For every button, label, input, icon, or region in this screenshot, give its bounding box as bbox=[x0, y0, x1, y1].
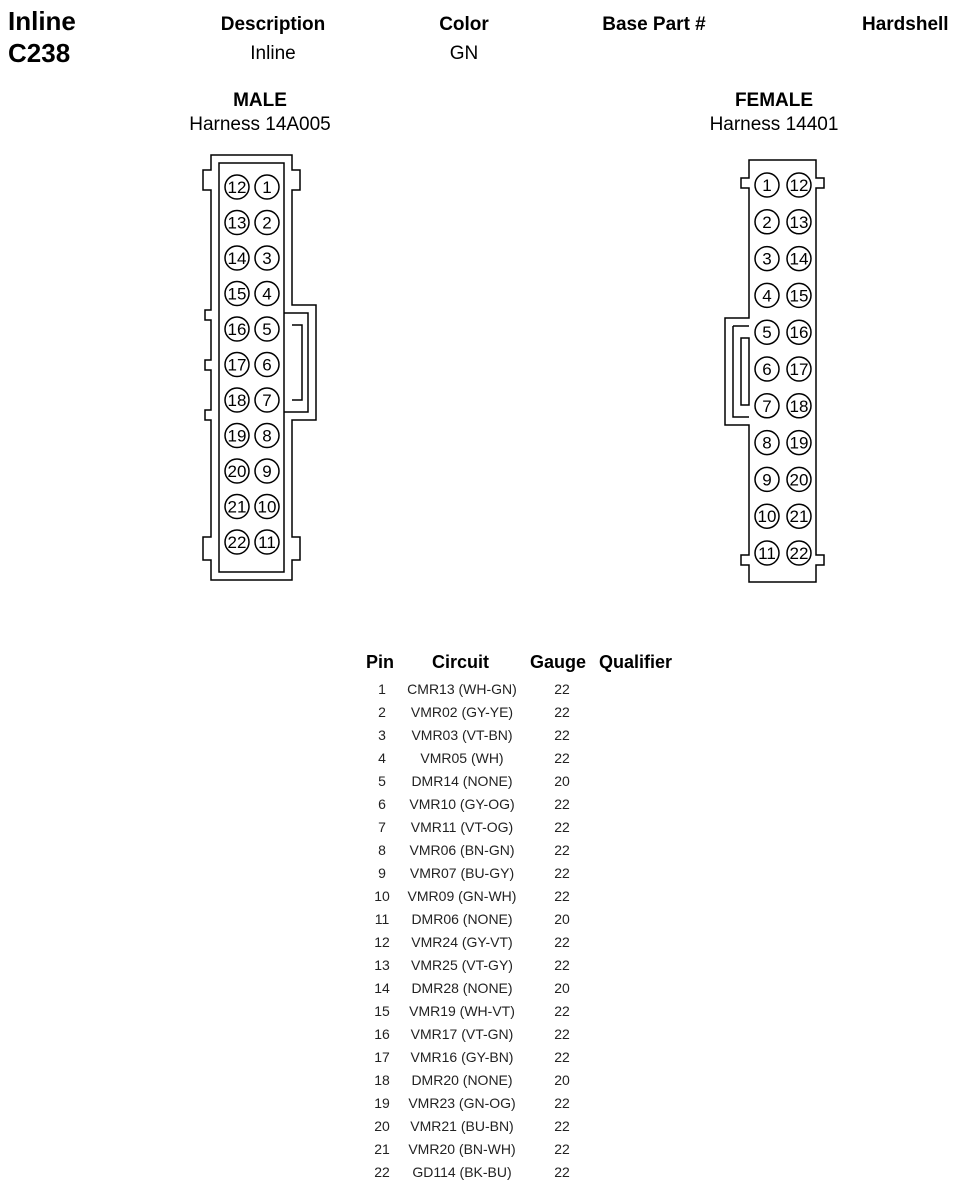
pin-cell: 1 bbox=[378, 681, 386, 697]
pin-cell: 12 bbox=[374, 934, 390, 950]
connector-id: C238 bbox=[8, 38, 71, 68]
gauge-cell: 22 bbox=[554, 1003, 570, 1019]
table-row bbox=[362, 934, 692, 957]
male-title: MALE bbox=[233, 90, 287, 111]
male-pin-label: 13 bbox=[227, 213, 247, 233]
female-pin-label: 17 bbox=[789, 360, 809, 379]
gauge-cell: 22 bbox=[554, 842, 570, 858]
male-harness: Harness 14A005 bbox=[189, 114, 331, 135]
circuit-cell: VMR24 (GY-VT) bbox=[411, 934, 513, 950]
female-pin-label: 6 bbox=[762, 360, 772, 379]
male-pin-label: 15 bbox=[227, 284, 247, 304]
circuit-header: Circuit bbox=[432, 652, 490, 672]
gauge-cell: 22 bbox=[554, 1095, 570, 1111]
gauge-cell: 22 bbox=[554, 1118, 570, 1134]
female-pin-label: 3 bbox=[762, 249, 772, 269]
table-row bbox=[362, 1026, 692, 1049]
female-pin-label: 12 bbox=[789, 176, 809, 195]
male-pin-label: 20 bbox=[227, 462, 247, 481]
female-pin-label: 21 bbox=[789, 507, 809, 527]
female-pin-label: 8 bbox=[762, 433, 772, 453]
connector-type: Inline bbox=[8, 6, 76, 36]
circuit-cell: GD114 (BK-BU) bbox=[412, 1164, 512, 1180]
pin-cell: 14 bbox=[374, 980, 390, 996]
table-row bbox=[362, 796, 692, 819]
pin-cell: 22 bbox=[374, 1164, 390, 1180]
circuit-cell: VMR11 (VT-OG) bbox=[410, 819, 514, 835]
gauge-cell: 22 bbox=[554, 934, 570, 950]
female-pin-label: 20 bbox=[789, 470, 809, 490]
male-pin-label: 12 bbox=[227, 178, 247, 197]
pin-cell: 3 bbox=[378, 727, 386, 743]
female-pin-label: 7 bbox=[762, 396, 772, 416]
hardshell-label: Hardshell bbox=[862, 14, 949, 35]
pin-cell: 4 bbox=[378, 750, 386, 766]
table-row bbox=[362, 1141, 692, 1164]
circuit-cell: DMR20 (NONE) bbox=[411, 1072, 513, 1088]
pin-cell: 8 bbox=[378, 842, 386, 858]
gauge-cell: 22 bbox=[554, 681, 570, 697]
male-pin-label: 17 bbox=[227, 355, 247, 375]
female-pin-label: 9 bbox=[762, 470, 772, 490]
female-title: FEMALE bbox=[734, 90, 814, 111]
male-pin-label: 10 bbox=[257, 497, 277, 517]
table-row bbox=[362, 1049, 692, 1072]
male-pin-label: 11 bbox=[258, 533, 276, 552]
male-pin-label: 16 bbox=[227, 320, 247, 339]
male-pin-label: 2 bbox=[262, 213, 272, 233]
male-pin-label: 4 bbox=[262, 284, 272, 304]
pin-cell: 17 bbox=[374, 1049, 390, 1065]
circuit-cell: DMR06 (NONE) bbox=[411, 911, 513, 927]
circuit-cell: VMR20 (BN-WH) bbox=[408, 1141, 516, 1157]
female-pin-label: 11 bbox=[758, 544, 776, 563]
gauge-cell: 20 bbox=[554, 911, 570, 927]
male-pin-label: 21 bbox=[227, 497, 247, 517]
description-value: Inline bbox=[250, 43, 296, 64]
male-pin-label: 9 bbox=[262, 462, 272, 481]
table-row bbox=[362, 1003, 692, 1026]
male-pin-label: 14 bbox=[227, 249, 247, 268]
pin-cell: 7 bbox=[378, 819, 386, 835]
female-pin-label: 2 bbox=[762, 212, 772, 232]
table-row bbox=[362, 842, 692, 865]
pin-cell: 11 bbox=[374, 911, 390, 927]
base-part-label: Base Part # bbox=[602, 14, 706, 35]
female-pin-label: 10 bbox=[757, 507, 777, 527]
table-row bbox=[362, 1118, 692, 1141]
gauge-cell: 20 bbox=[554, 773, 570, 789]
gauge-cell: 20 bbox=[554, 1072, 570, 1088]
pin-header: Pin bbox=[366, 652, 395, 672]
male-pin-label: 18 bbox=[227, 391, 247, 410]
pin-cell: 18 bbox=[374, 1072, 390, 1088]
table-row bbox=[362, 957, 692, 980]
gauge-cell: 22 bbox=[554, 888, 570, 904]
table-row bbox=[362, 773, 692, 796]
female-pin-label: 5 bbox=[762, 323, 772, 343]
gauge-cell: 22 bbox=[554, 865, 570, 881]
pin-cell: 20 bbox=[374, 1118, 390, 1134]
female-pin-label: 16 bbox=[789, 323, 809, 343]
table-row bbox=[362, 704, 692, 727]
pin-cell: 15 bbox=[374, 1003, 390, 1019]
table-row bbox=[362, 911, 692, 934]
female-harness: Harness 14401 bbox=[709, 114, 839, 135]
gauge-cell: 20 bbox=[554, 980, 570, 996]
color-label: Color bbox=[439, 14, 489, 35]
table-row bbox=[362, 1072, 692, 1095]
gauge-cell: 22 bbox=[554, 1026, 570, 1042]
circuit-cell: VMR09 (GN-WH) bbox=[407, 888, 517, 904]
table-row bbox=[362, 1095, 692, 1118]
gauge-cell: 22 bbox=[554, 1164, 570, 1180]
circuit-cell: VMR06 (BN-GN) bbox=[409, 842, 515, 858]
male-pin-label: 6 bbox=[262, 355, 272, 375]
male-pin-label: 8 bbox=[262, 426, 272, 446]
circuit-cell: VMR07 (BU-GY) bbox=[409, 865, 515, 881]
table-row bbox=[362, 1164, 692, 1187]
gauge-cell: 22 bbox=[554, 750, 570, 766]
gauge-header: Gauge bbox=[530, 652, 587, 672]
gauge-cell: 22 bbox=[554, 957, 570, 973]
table-row bbox=[362, 888, 692, 911]
pin-cell: 10 bbox=[374, 888, 390, 904]
table-row bbox=[362, 980, 692, 1003]
circuit-cell: VMR03 (VT-BN) bbox=[411, 727, 513, 743]
circuit-cell: VMR19 (WH-VT) bbox=[409, 1003, 515, 1019]
male-pin-label: 1 bbox=[262, 178, 272, 197]
circuit-cell: DMR14 (NONE) bbox=[411, 773, 513, 789]
male-pin-label: 7 bbox=[262, 391, 272, 410]
table-row bbox=[362, 750, 692, 773]
male-pin-grid bbox=[225, 175, 279, 554]
female-pin-label: 19 bbox=[789, 433, 809, 453]
male-pin-label: 5 bbox=[262, 320, 272, 339]
gauge-cell: 22 bbox=[554, 819, 570, 835]
female-pin-label: 14 bbox=[789, 249, 809, 269]
table-row bbox=[362, 819, 692, 842]
gauge-cell: 22 bbox=[554, 1049, 570, 1065]
gauge-cell: 22 bbox=[554, 704, 570, 720]
female-pin-label: 18 bbox=[789, 396, 809, 416]
table-row bbox=[362, 865, 692, 888]
circuit-cell: VMR17 (VT-GN) bbox=[410, 1026, 514, 1042]
female-pin-label: 4 bbox=[762, 286, 772, 306]
female-pin-label: 22 bbox=[789, 544, 809, 563]
gauge-cell: 22 bbox=[554, 796, 570, 812]
circuit-cell: VMR10 (GY-OG) bbox=[409, 796, 515, 812]
circuit-cell: VMR21 (BU-BN) bbox=[410, 1118, 514, 1134]
pin-cell: 13 bbox=[374, 957, 390, 973]
circuit-cell: VMR23 (GN-OG) bbox=[408, 1095, 516, 1111]
female-pin-grid bbox=[755, 173, 811, 565]
female-pin-label: 13 bbox=[789, 212, 809, 232]
circuit-cell: VMR25 (VT-GY) bbox=[411, 957, 513, 973]
pin-cell: 6 bbox=[378, 796, 386, 812]
circuit-cell: DMR28 (NONE) bbox=[411, 980, 513, 996]
circuit-cell: VMR02 (GY-YE) bbox=[410, 704, 514, 720]
pin-cell: 5 bbox=[378, 773, 386, 789]
color-value: GN bbox=[449, 43, 479, 64]
table-row bbox=[362, 727, 692, 750]
pin-cell: 16 bbox=[374, 1026, 390, 1042]
description-label: Description bbox=[220, 14, 326, 35]
gauge-cell: 22 bbox=[554, 727, 570, 743]
pin-cell: 9 bbox=[378, 865, 386, 881]
circuit-cell: VMR16 (GY-BN) bbox=[410, 1049, 514, 1065]
circuit-cell: CMR13 (WH-GN) bbox=[407, 681, 517, 697]
qualifier-header: Qualifier bbox=[599, 652, 673, 672]
male-pin-label: 22 bbox=[227, 533, 247, 552]
table-row bbox=[362, 681, 692, 704]
male-pin-label: 3 bbox=[262, 249, 272, 268]
gauge-cell: 22 bbox=[554, 1141, 570, 1157]
female-pin-label: 15 bbox=[789, 286, 809, 306]
pin-cell: 2 bbox=[378, 704, 386, 720]
circuit-cell: VMR05 (WH) bbox=[420, 750, 504, 766]
pin-cell: 21 bbox=[374, 1141, 390, 1157]
female-pin-label: 1 bbox=[762, 176, 772, 195]
male-pin-label: 19 bbox=[227, 426, 247, 446]
pin-cell: 19 bbox=[374, 1095, 390, 1111]
